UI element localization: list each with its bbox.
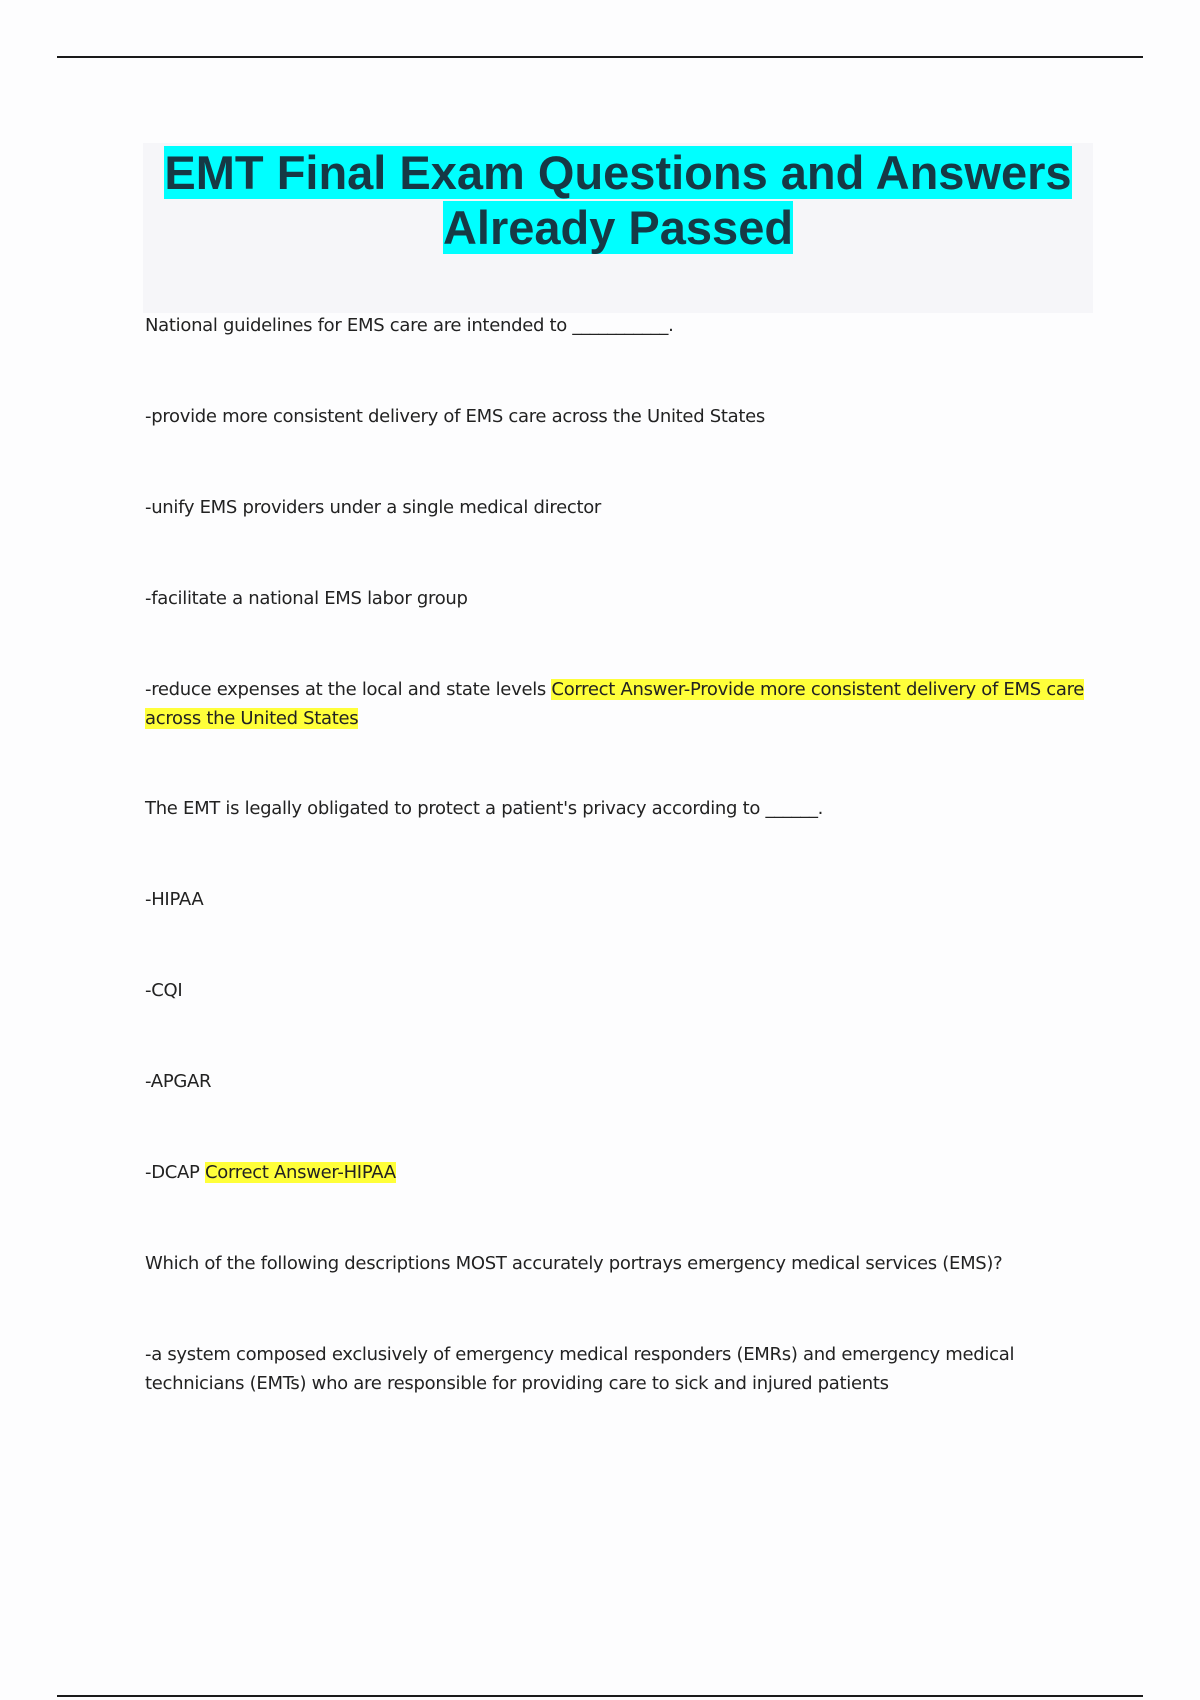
question-1-option-4: -reduce expenses at the local and state levels [145,679,546,700]
question-1-option-4-with-answer [145,675,1085,733]
title-line-1: EMT Final Exam Questions and Answers [164,146,1072,199]
bottom-rule [57,1695,1143,1697]
title-line-2: Already Passed [442,201,794,254]
question-2-option-2: -CQI [145,980,183,1001]
question-3-option-1: -a system composed exclusively of emergency medical responders (EMRs) and emergency medical technicians (EMTs) who are responsible for providing care to sick and injured patients [145,1344,1015,1394]
question-1-correct-answer: Correct Answer-Provide more consistent delivery of EMS care across the United States [145,679,1085,729]
top-rule [57,56,1143,58]
question-2-option-4-with-answer [145,1158,1085,1187]
question-3-prompt: Which of the following descriptions MOST accurately portrays emergency medical services (EMS)? [145,1253,1003,1274]
question-1-option-1: -provide more consistent delivery of EMS care across the United States [145,406,765,427]
document-title [143,143,1093,255]
title-block [143,143,1093,313]
question-1-prompt: National guidelines for EMS care are intended to ___________. [145,315,674,336]
question-1-option-3: -facilitate a national EMS labor group [145,588,468,609]
question-2-option-1: -HIPAA [145,889,204,910]
question-2-prompt: The EMT is legally obligated to protect a patient's privacy according to ______. [145,798,824,819]
question-2-correct-answer: Correct Answer-HIPAA [205,1162,396,1183]
question-2-option-4: -DCAP [145,1162,200,1183]
question-1-option-2: -unify EMS providers under a single medical director [145,497,602,518]
question-2-option-3: -APGAR [145,1071,212,1092]
